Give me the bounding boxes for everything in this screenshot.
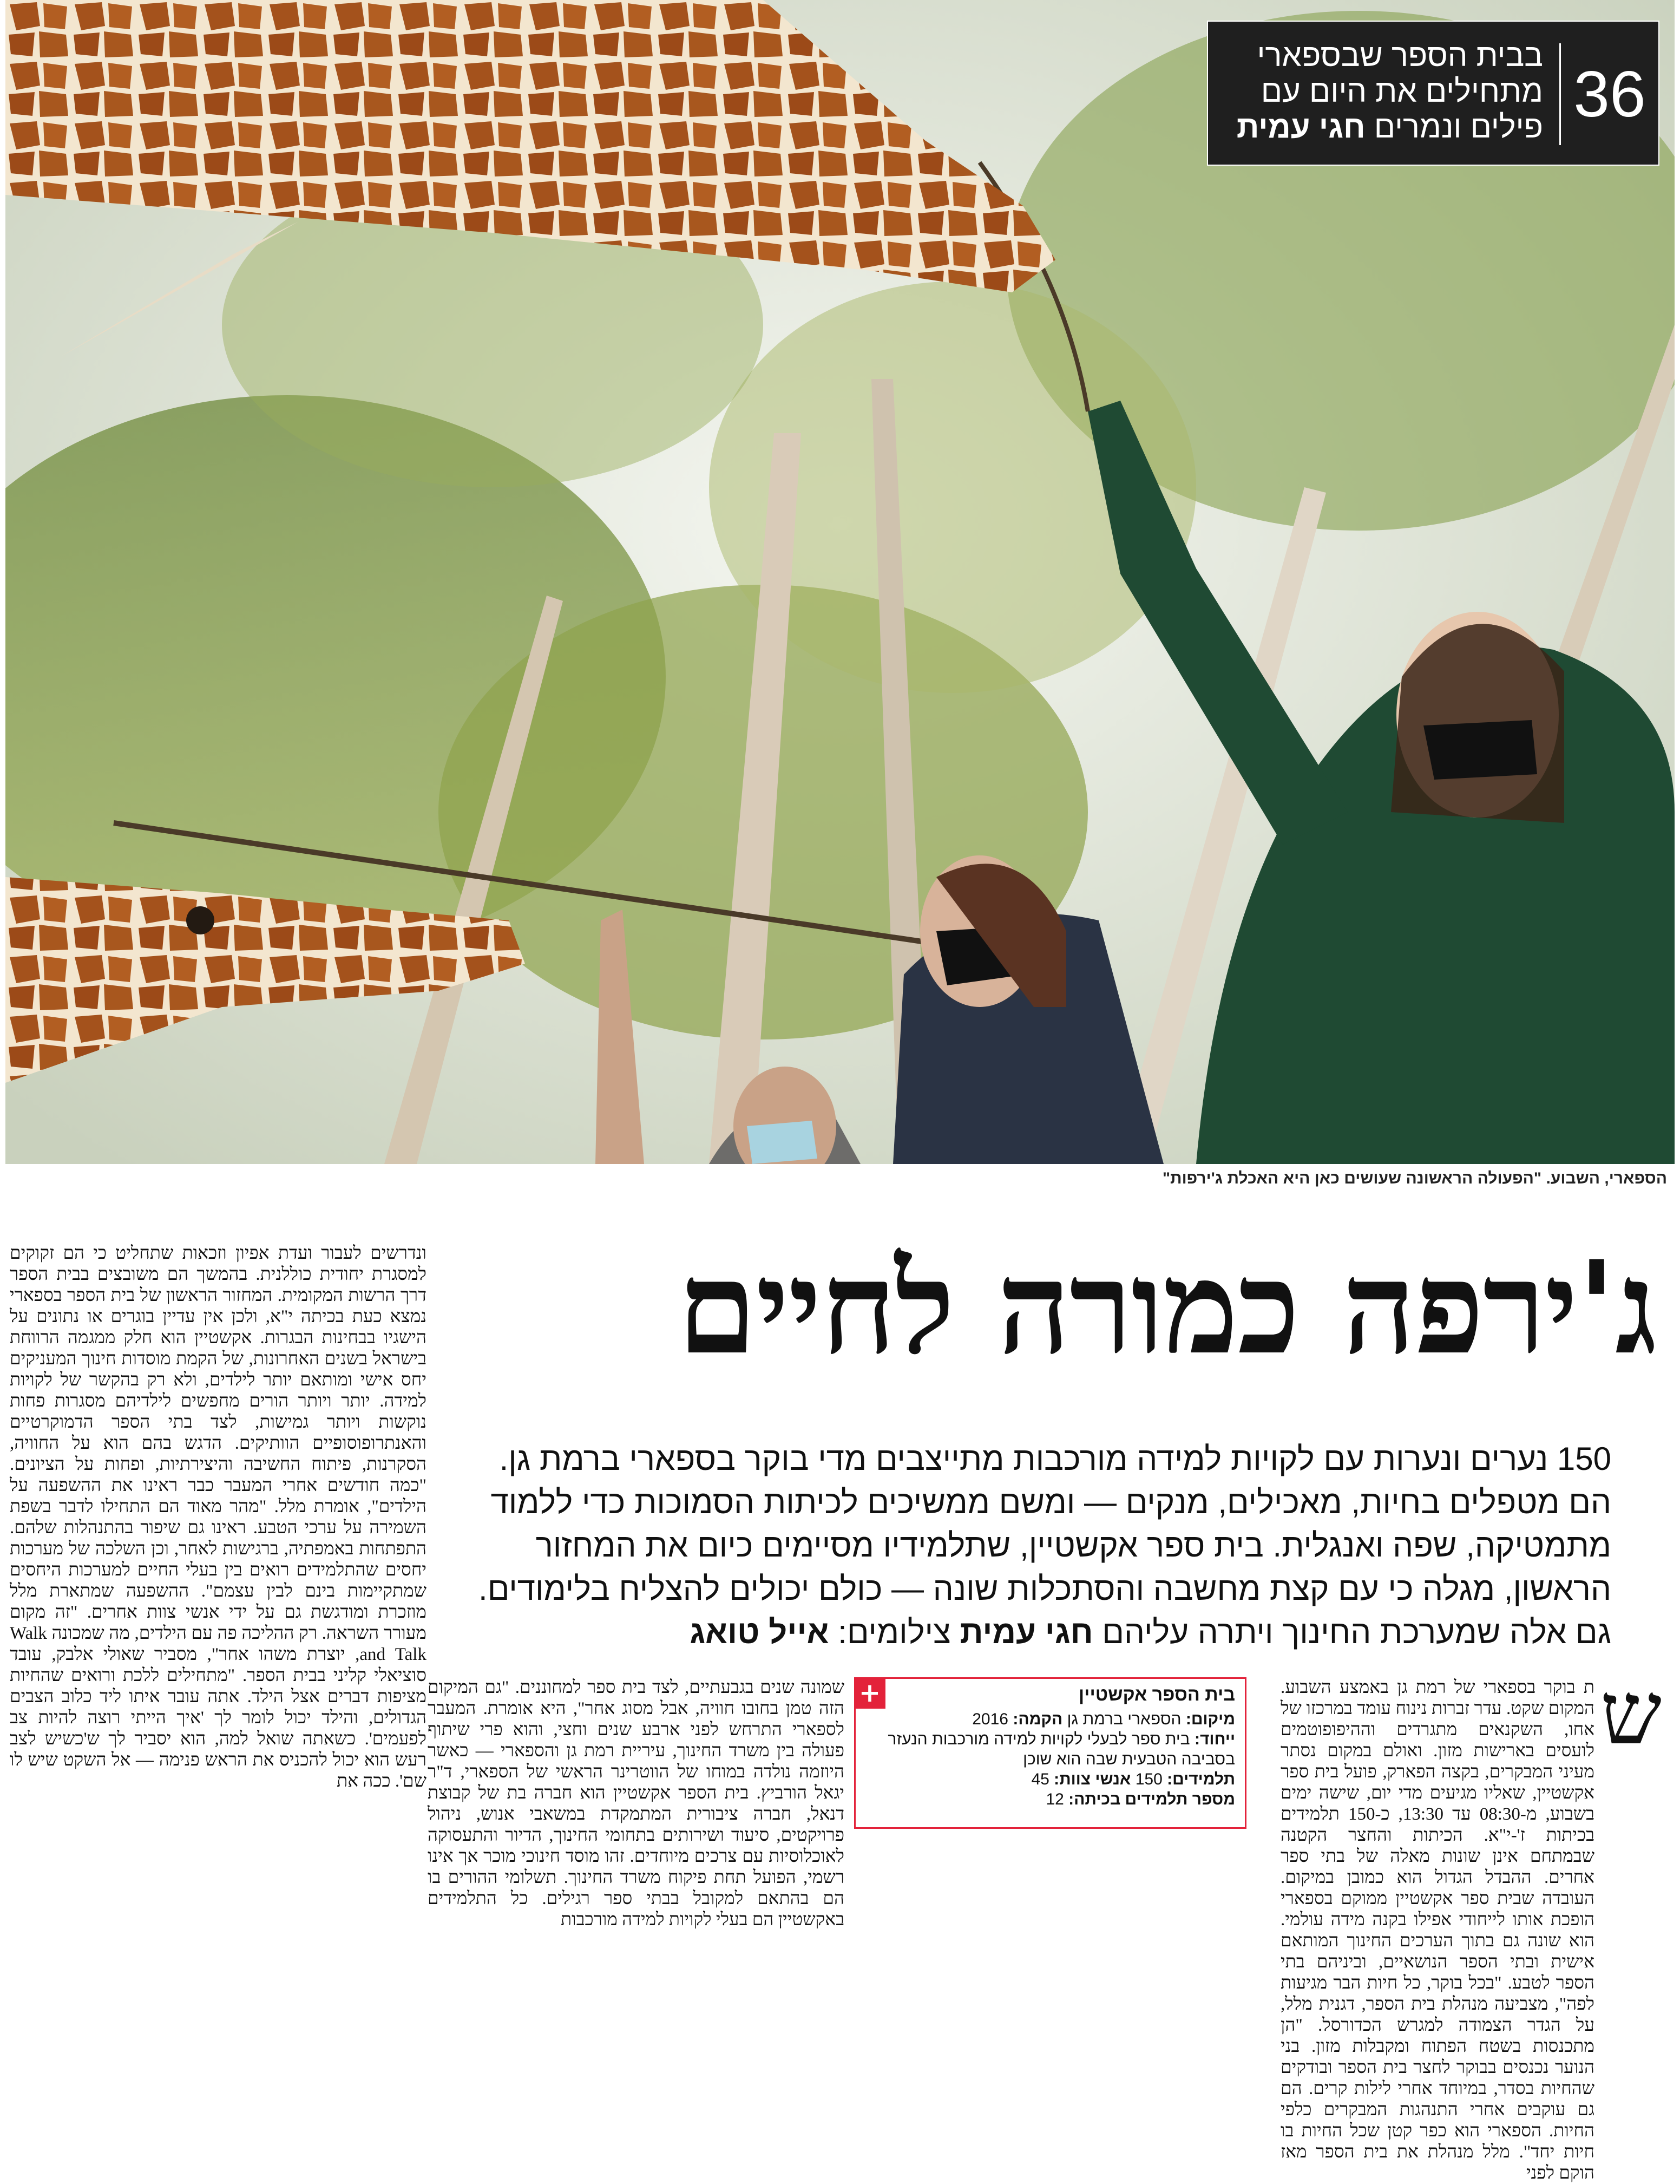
location-label: מיקום: [1185,1710,1235,1728]
class-size-value: 12 [1046,1790,1064,1808]
giraffe-feeding-photo [5,0,1675,1164]
founded-label: הקמה: [1013,1710,1063,1728]
founded-value: 2016 [972,1710,1008,1728]
staff-label: אנשי צוות: [1054,1770,1131,1788]
students-label: תלמידים: [1167,1770,1235,1788]
lead-photographer: אייל טואג [690,1614,829,1650]
info-box-title: בית הספר אקשטיין [1078,1684,1235,1705]
lead-photo-label: צילומים: [838,1614,951,1650]
drop-cap: ש [1600,1663,1662,1764]
page-teaser-box [1207,21,1659,166]
teaser-line-2: מתחילים את היום עם [1261,74,1543,109]
info-row-unique [867,1729,1235,1769]
teaser-line-1: בבית הספר שבספארי [1257,38,1543,73]
article-headline: ג'ירפה כמורה לחיים [677,1232,1656,1383]
cover-photo [5,0,1675,1164]
column-2-text: שמונה שנים בגבעתיים, לצד בית ספר למחוננים. "גם המיקום הזה טמן בחובו חוויה, אבל מסוג אחר", היא אומרת. המעבר לספארי התרחש לפני ארבע שנים וחצי, והוא פרי שיתוף פעולה בין משרד החינוך, עיריית רמת גן והספארי — כאשר היוזמה נולדה במוחו של הווטרינר הראשי של הספארי, ד"ר יגאל הורביץ. בית הספר אקשטיין הוא חברה בת של קבוצת דנאל, חברה ציבורית המתמקדת במשאבי אנוש, ניהול פרויקטים, סיעוד ושירותים בתחומי החינוך, הדיור והתעסוקה לאוכלוסיות עם צרכים מיוחדים. זהו מוסד חינוכי מוכר אך אינו רשמי, הפועל תחת פיקוח משרד החינוך. תשלומי ההורים בו הם בהתאם למקובל בבתי ספר רגילים. כל התלמידים באקשטיין הם בעלי לקויות למידה מורכבות [428,1678,844,1930]
location-value: הספארי ברמת גן [1067,1710,1182,1728]
staff-value: 45 [1031,1770,1049,1788]
page-number: 36 [1559,43,1658,145]
teaser-author: חגי עמית [1236,109,1366,145]
unique-value: בית ספר לבעלי לקויות למידה מורכבות הנעזר בסביבה הטבעית שבה הוא שוכן [888,1730,1235,1768]
info-box-body [867,1709,1235,1809]
info-row-class-size [867,1789,1235,1809]
students-value: 150 [1135,1770,1163,1788]
column-4-text: ת בוקר בספארי של רמת גן באמצע השבוע. המקום שקט. עדר זברות נינוח עומד במרכזו של אחו, השקנאים מתגרדים וההיפופוטמים לועסים בארישות מזון. ואולם במקום נסתר מעיני המבקרים, בקצה הפארק, פועל בית ספר אקשטיין, שאליו מגיעים מדי יום, שישה ימים בשבוע, מ-08:30 עד 13:30, כ-150 תלמידים בכיתות ז'-י"א. הכיתות והחצר הקטנה שבמתחם אינן שונות מאלה של בתי ספר אחרים. ההבדל הגדול הוא כמובן במיקום. העובדה שבית ספר אקשטיין ממוקם בספארי הופכת אותו לייחודי אפילו בקנה מידה עולמי. הוא שונה גם בתוך הערכים החינוך המותאם אישית ובתי הספר הנושאיים, וביניהם בתי הספר לטבע. "בכל בוקר, כל חיות הבר מגיעות לפה", מצביעה מנהלת בית הספר, דגנית מלל, על הגדר הצמודה למגרש הכדורסל. "הן מתכנסות בשטח הפתוח ומקבלות מזון. בני הנוער נכנסים בבוקר לחצר בית הספר ובודקים שהחיות בסדר, במיוחד אחרי לילות קרים. הם גם עוקבים אחרי התנהגות המבקרים כלפי החיות. הספארי הוא כפר קטן שכל החיות בו חיות יחד". מלל מנהלת את בית הספר מאז הוקם לפני [1281,1678,1594,2183]
article-lead [450,1437,1611,1654]
article-column-2 [428,1677,844,1931]
teaser-text [1208,22,1559,165]
article-column-1 [10,1243,426,1792]
photo-caption: הספארי, השבוע. "הפעולה הראשונה שעושים כאן היא האכלת ג'ירפות" [1162,1169,1667,1187]
unique-label: ייחוד: [1194,1730,1235,1748]
info-row-counts [867,1769,1235,1789]
info-row-location [867,1709,1235,1729]
class-size-label: מספר תלמידים בכיתה: [1068,1790,1235,1808]
teaser-line-3 [1222,109,1543,145]
lead-text: 150 נערים ונערות עם לקויות למידה מורכבות מתייצבים מדי בוקר בספארי ברמת גן. הם מטפלים בחיות, מאכילים, מנקים — ומשם ממשיכים לכיתות הסמוכות כדי ללמוד מתמטיקה, שפה ואנגלית. בית ספר אקשטיין, שתלמידיו מסיימים כיום את המחזור הראשון, מגלה כי עם קצת מחשבה והסתכלות שונה — כולם יכולים להצליח בלימודים. גם אלה שמערכת החינוך ויתרה עליהם [478,1441,1611,1650]
school-info-box [854,1677,1246,1829]
column-1-text: ונדרשים לעבור ועדת אפיון וזכאות שתחליט כי הם זקוקים למסגרת יחודית כוללנית. בהמשך הם משובצים בבית הספר דרך הרשות המקומית. המחזור הראשון של בית הספר בספארי נמצא כעת בכיתה י"א, ולכן אין עדיין בוגרים או נתונים על הישגיו בבחינות הבגרות. אקשטיין הוא חלק ממגמה הרווחת בישראל בשנים האחרונות, של הקמת מוסדות חינוך המעניקים יחס אישי ומותאם יותר לילדים, ולא רק בהקשר של לקויות למידה. יותר ויותר הורים מחפשים לילדיהם מסגרות פחות נוקשות ויותר גמישות, לצד בתי הספר הדמוקרטיים והאנתרופוסופיים הוותיקים. הדגש בהם הוא על החוויה, הסקרנות, פיתוח החשיבה והיצירתיות, ופחות על הציונים. "כמה חודשים אחרי המעבר כבר ראינו את ההשפעה על הילדים", אומרת מלל. "מהר מאוד הם התחילו לדבר בשפת השמירה על ערכי הטבע. ראינו גם שיפור בהתנהלות שלהם. התפתחות באמפתיה, ברגישות לאחר, וכן השלכה של מערכות יחסים שהתלמידים רואים בין בעלי החיים למערכות היחסים שמתקיימות בינם לבין עצמם". ההשפעה שמתארת מלל מוזכרת ומודגשת גם על ידי אנשי צוות אחרים. "זה מקום מעורר השראה. רק ההליכה פה עם הילדים, מה שמכונה Walk and Talk, יוצרת משהו אחר", מסביר שאולי אלבק, עובד סוציאלי קליני בבית הספר. "מתחילים ללכת ורואים שהחיות מציפות דברים אצל הילד. אתה עובר איתו ליד כלוב הצבים הגדולים, והילד יכול לומר לך 'איך הייתי רוצה להיות צב לפעמים'. כשאתה שואל למה, הוא יסביר לך ש'כשיש לצב רעש הוא יכול להכניס את הראש פנימה — אל השקט שיש לו שם'. ככה את [10,1244,426,1791]
plus-icon: + [854,1677,885,1709]
lead-author: חגי עמית [960,1614,1093,1650]
teaser-line-3-text: פילים ונמרים [1374,109,1543,145]
